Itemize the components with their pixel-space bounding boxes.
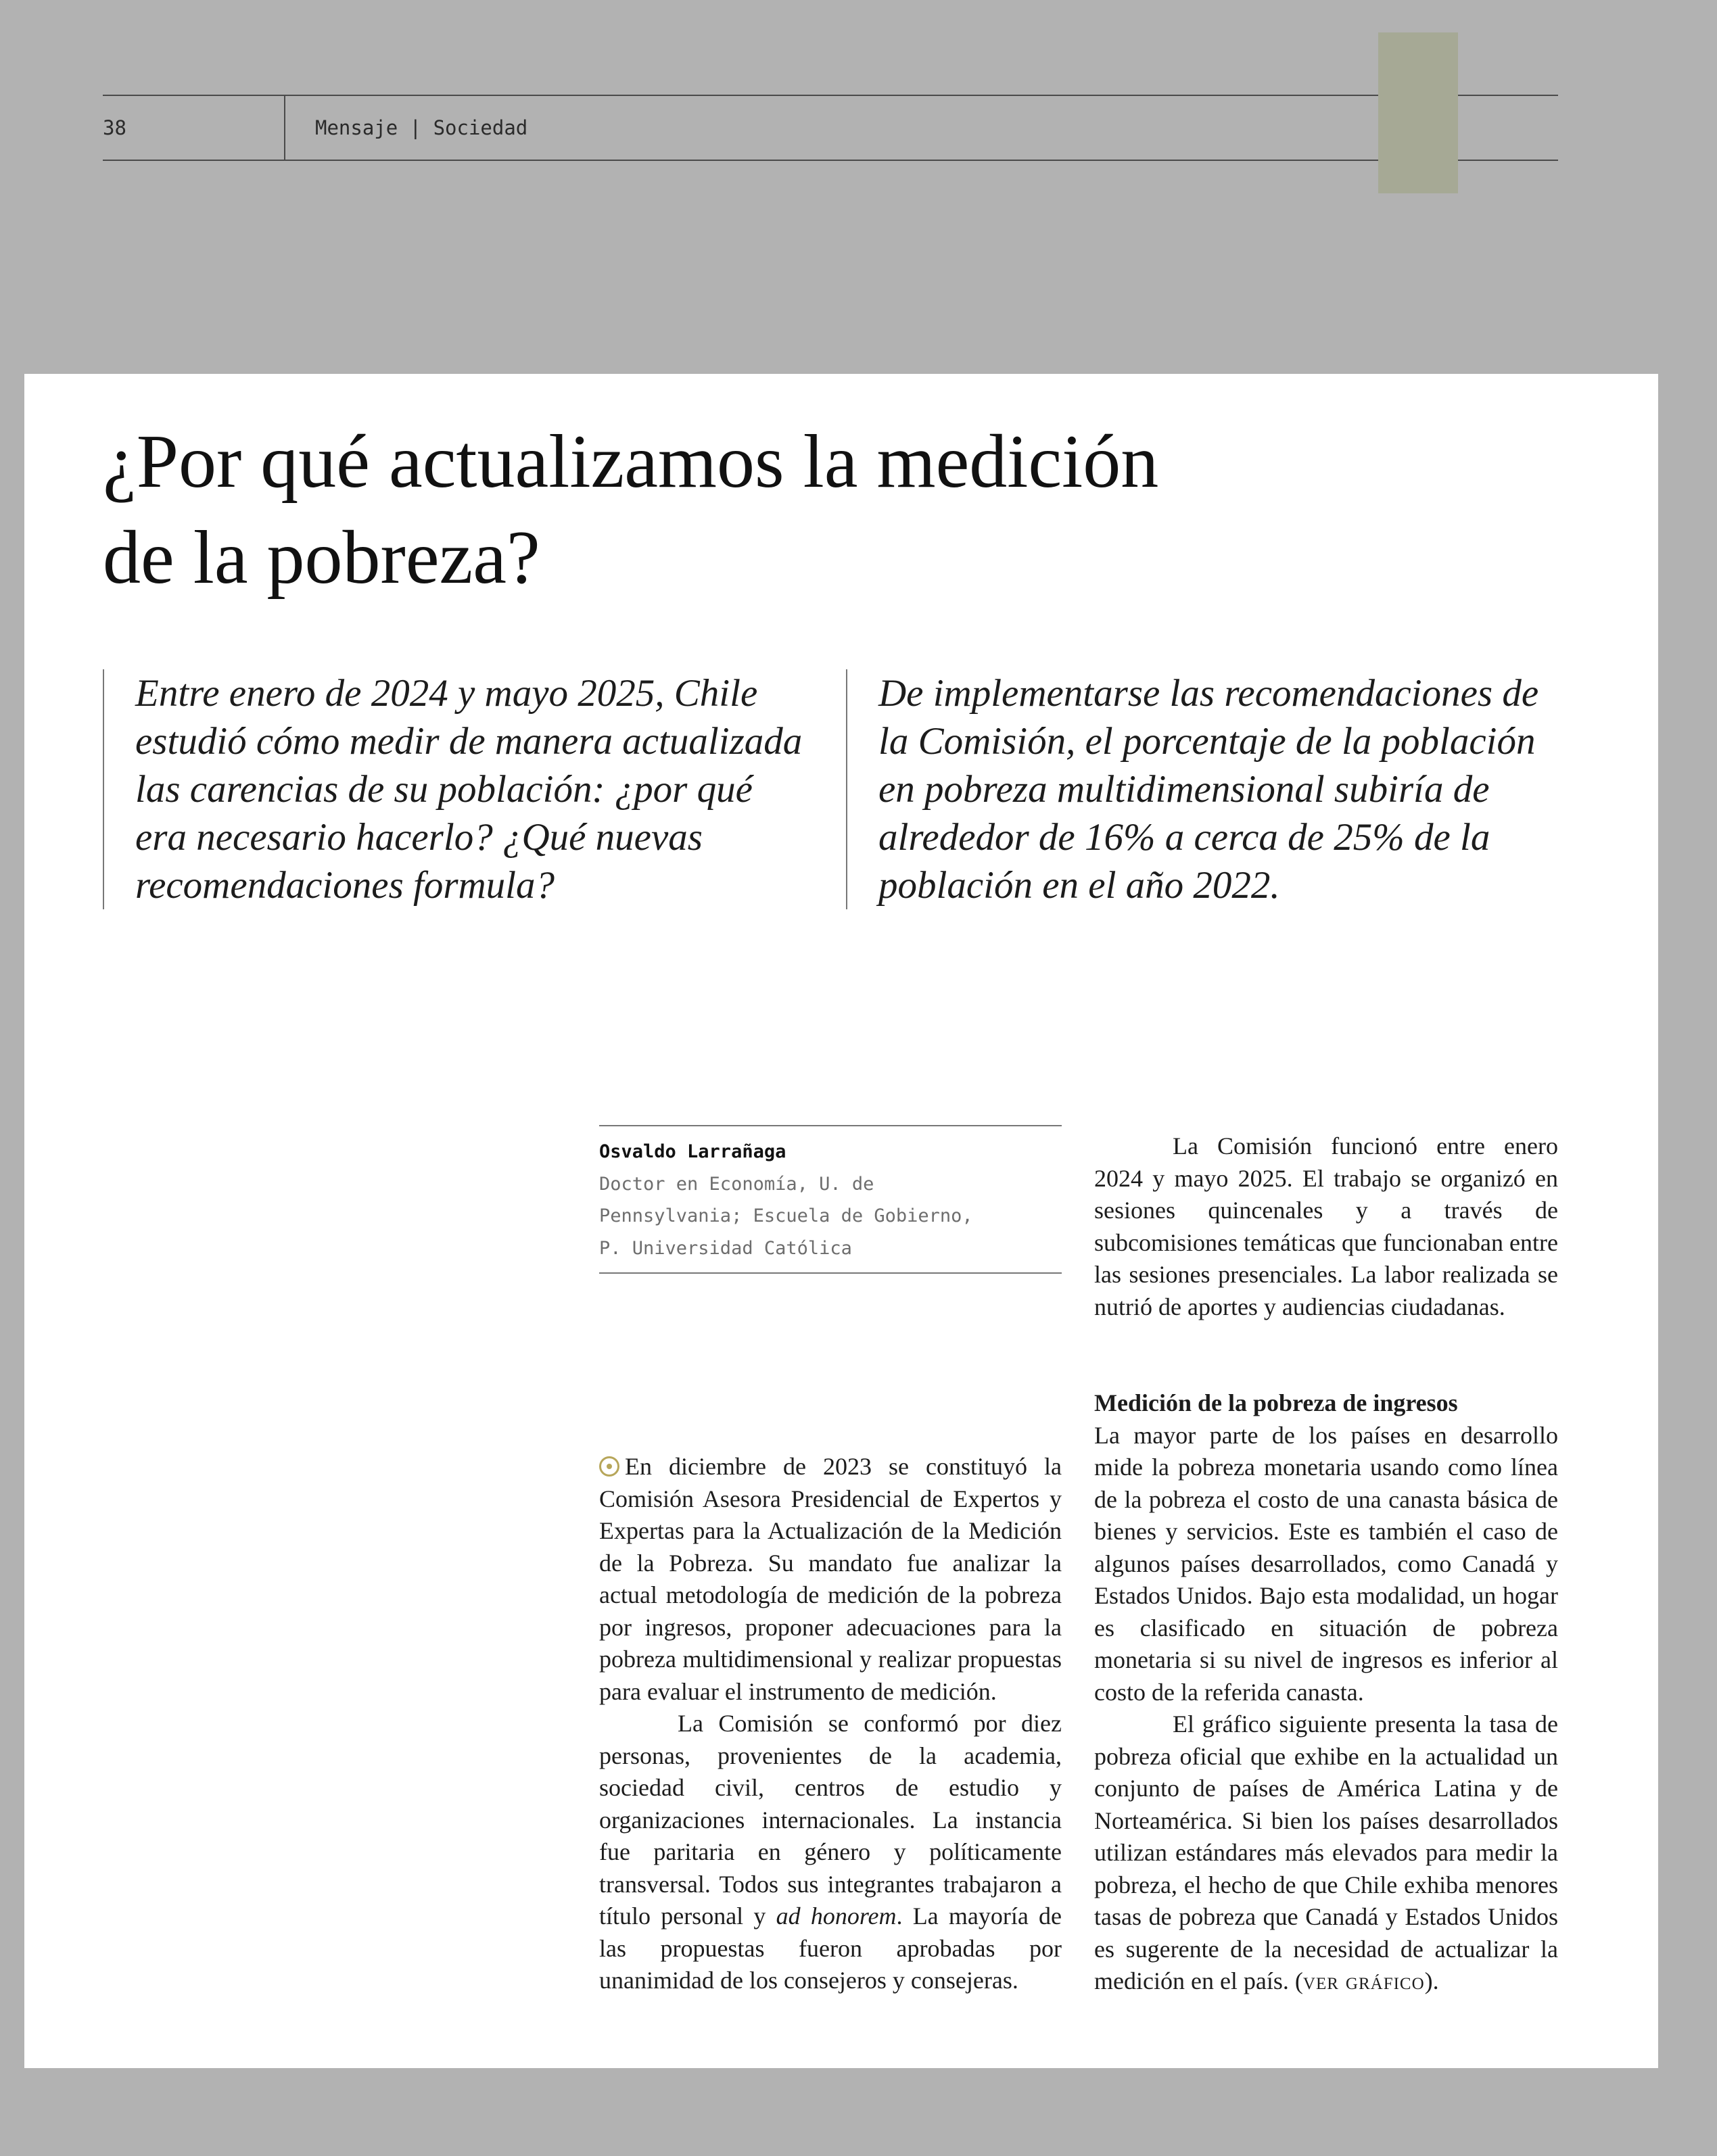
section-label: Mensaje | Sociedad — [315, 116, 528, 139]
paragraph-2-text: La Comisión se conformó por diez personas, provenientes de la academia, sociedad civil, centros de estudio y organizaciones internacionales. La instancia fue paritaria en género y políticamente transversal. Todos sus integrantes trabajaron a título personal y — [599, 1710, 1062, 1930]
paragraph-5-end: ). — [1424, 1967, 1439, 1994]
paragraph-2 — [599, 1708, 1062, 1997]
paragraph-1 — [599, 1451, 1062, 1708]
latin-term: ad honorem — [776, 1902, 897, 1930]
title-line-2: de la pobreza? — [103, 516, 540, 600]
header-bottom-rule — [103, 160, 1558, 161]
lead-quote-right: De implementarse las recomendaciones de la Comisión, el porcentaje de la población en pobreza multidimensional subiría de alrededor de 16% a cerca de 25% de la población en el año 2022. — [846, 669, 1555, 909]
see-chart-reference[interactable]: ver gráfico — [1302, 1967, 1425, 1994]
header-top-rule — [103, 95, 1558, 96]
section-tab-marker — [1378, 32, 1458, 193]
body-column-right — [1094, 1387, 1558, 1998]
body-column-left — [599, 1451, 1062, 1997]
author-credential-1: Doctor en Economía, U. de — [599, 1173, 874, 1195]
paragraph-4: La mayor parte de los países en desarrollo mide la pobreza monetaria usando como línea de la pobreza el costo de una canasta básica de bienes y servicios. Este es también el caso de algunos países desarrollados, como Canadá y Estados Unidos. Bajo esta modalidad, un hogar es clasificado en situación de pobreza monetaria si su nivel de ingresos es inferior al costo de la referida canasta. — [1094, 1421, 1558, 1706]
author-block — [599, 1125, 1062, 1274]
paragraph-1-text: En diciembre de 2023 se constituyó la Comisión Asesora Presidencial de Expertos y Expertas para la Actualización de la Medición de la Pobreza. Su mandato fue analizar la actual metodología de medición de la pobreza por ingresos, proponer adecuaciones para la pobreza multidimensional y realizar propuestas para evaluar el instrumento de medición. — [599, 1453, 1062, 1705]
paragraph-5-text: El gráfico siguiente presenta la tasa de pobreza oficial que exhibe en la actualidad un conjunto de países de América Latina y de Norteamérica. Si bien los países desarrollados utilizan estándares más elevados para medir la pobreza, el hecho de que Chile exhiba menores tasas de pobreza que Canadá y Estados Unidos es sugerente de la necesidad de actualizar la medición en el país. ( — [1094, 1710, 1558, 1994]
paragraph-5 — [1094, 1708, 1558, 1998]
author-credential-2: Pennsylvania; Escuela de Gobierno, — [599, 1205, 973, 1226]
body-column-right-top — [1094, 1130, 1558, 1323]
section-start-icon — [599, 1456, 619, 1477]
author-credential-3: P. Universidad Católica — [599, 1237, 852, 1259]
page-number: 38 — [103, 116, 126, 139]
paragraph-3: La Comisión funcionó entre enero 2024 y mayo 2025. El trabajo se organizó en sesiones quincenales y a través de subcomisiones temáticas que funcionaban entre las sesiones presenciales. La labor realizada se nutrió de aportes y audiencias ciudadanas. — [1094, 1132, 1558, 1320]
lead-quote-left: Entre enero de 2024 y mayo 2025, Chile estudió cómo medir de manera actualizada las carencias de su población: ¿por qué era necesario hacerlo? ¿Qué nuevas recomendaciones formula? — [103, 669, 812, 909]
article-title — [103, 414, 1388, 606]
author-name: Osvaldo Larrañaga — [599, 1141, 786, 1162]
paragraph-2-end: . La mayoría de las propuestas fueron aprobadas por unanimidad de los consejeros y consejeras. — [599, 1902, 1062, 1994]
header-divider — [284, 96, 285, 161]
section-subheading: Medición de la pobreza de ingresos — [1094, 1389, 1458, 1416]
title-line-1: ¿Por qué actualizamos la medición — [103, 420, 1159, 504]
